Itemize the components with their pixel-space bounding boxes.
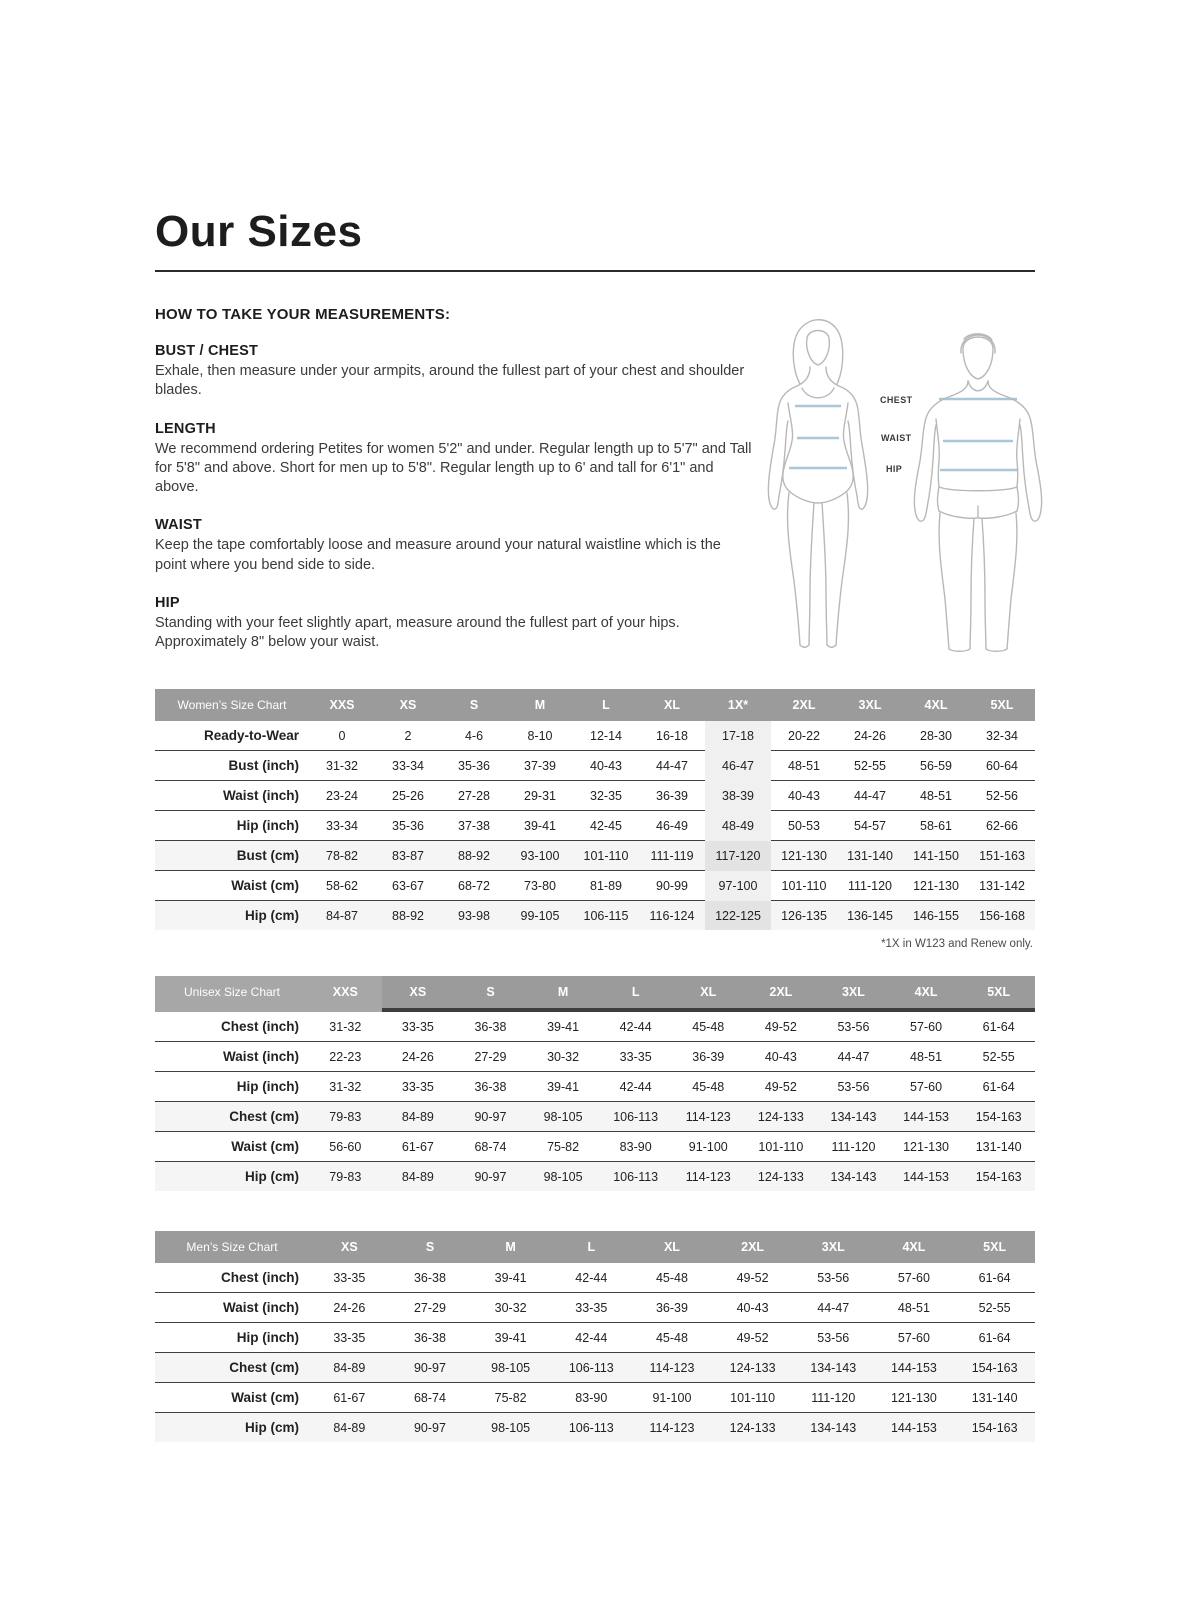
size-value: 39-41 (507, 811, 573, 841)
size-value: 44-47 (639, 751, 705, 781)
row-label: Hip (cm) (245, 1420, 299, 1435)
size-value: 84-89 (333, 1420, 366, 1435)
size-value: 98-105 (491, 1420, 531, 1435)
row-label: Waist (inch) (155, 781, 309, 811)
size-value: 106-113 (568, 1420, 614, 1435)
size-value: 61-64 (954, 1263, 1035, 1293)
row-label: Chest (inch) (155, 1263, 309, 1293)
size-value: 58-61 (903, 811, 969, 841)
size-value: 20-22 (771, 721, 837, 751)
size-value: 23-24 (309, 781, 375, 811)
size-column-header: M (527, 976, 600, 1012)
row-label: Chest (cm) (155, 1353, 309, 1383)
size-value: 33-35 (382, 1072, 455, 1102)
size-column-header: XL (632, 1231, 713, 1263)
size-value: 36-38 (390, 1323, 471, 1353)
size-value: 28-30 (903, 721, 969, 751)
size-value: 42-44 (551, 1323, 632, 1353)
size-value: 144-153 (890, 1420, 937, 1435)
size-value: 29-31 (507, 781, 573, 811)
size-value: 144-153 (903, 1169, 949, 1184)
row-label: Waist (inch) (155, 1293, 309, 1323)
size-column-header: 5XL (954, 1231, 1035, 1263)
size-value: 121-130 (874, 1383, 955, 1413)
chest-label: CHEST (880, 395, 913, 405)
size-value: 124-133 (757, 1169, 804, 1184)
size-value: 154-163 (962, 1102, 1035, 1132)
size-value: 124-133 (712, 1353, 793, 1383)
table-row (155, 1353, 1035, 1383)
size-value: 22-23 (309, 1042, 382, 1072)
size-value: 146-155 (913, 908, 959, 923)
woman-figure-icon (768, 320, 867, 648)
size-value: 114-123 (632, 1353, 713, 1383)
size-value: 68-74 (390, 1383, 471, 1413)
size-column-header: 2XL (712, 1231, 793, 1263)
waist-label: WAIST (881, 433, 912, 443)
page-content (155, 0, 1035, 1442)
size-column-header: XL (672, 976, 745, 1012)
size-value: 8-10 (507, 721, 573, 751)
size-column-header: 5XL (969, 689, 1035, 721)
size-value: 31-32 (309, 1012, 382, 1042)
size-value: 144-153 (874, 1353, 955, 1383)
size-value: 101-110 (745, 1132, 818, 1162)
table-row (155, 1293, 1035, 1323)
table-row (155, 1383, 1035, 1413)
size-value: 52-56 (969, 781, 1035, 811)
size-value: 90-99 (639, 871, 705, 901)
table-row (155, 1323, 1035, 1353)
size-column-header: 4XL (903, 689, 969, 721)
size-value: 151-163 (969, 841, 1035, 871)
size-value: 27-29 (390, 1293, 471, 1323)
size-value: 84-87 (326, 908, 358, 923)
size-value: 53-56 (817, 1072, 890, 1102)
size-value: 111-119 (639, 841, 705, 871)
size-value: 36-38 (390, 1263, 471, 1293)
size-value: 111-120 (817, 1132, 890, 1162)
row-label: Waist (inch) (155, 1042, 309, 1072)
size-column-header: XS (375, 689, 441, 721)
size-value: 52-55 (954, 1293, 1035, 1323)
size-value: 48-51 (890, 1042, 963, 1072)
size-value: 33-35 (551, 1293, 632, 1323)
row-label: Chest (inch) (155, 1012, 309, 1042)
size-value: 53-56 (793, 1263, 874, 1293)
measurement-heading: WAIST (155, 517, 202, 534)
size-value: 93-100 (507, 841, 573, 871)
size-value: 57-60 (890, 1012, 963, 1042)
table-title: Unisex Size Chart (155, 976, 309, 1012)
size-value: 131-140 (962, 1132, 1035, 1162)
size-value: 134-143 (793, 1353, 874, 1383)
size-value: 114-123 (649, 1420, 695, 1435)
measurement-sections (155, 343, 755, 653)
size-value: 40-43 (745, 1042, 818, 1072)
size-value: 68-74 (454, 1132, 527, 1162)
table-title: Women’s Size Chart (155, 689, 309, 721)
row-label: Bust (inch) (155, 751, 309, 781)
size-value: 4-6 (441, 721, 507, 751)
size-column-header: 1X* (705, 689, 771, 721)
body-measurement-figures (740, 291, 1050, 653)
size-column-header: 3XL (837, 689, 903, 721)
size-column-header: 3XL (817, 976, 890, 1012)
size-value: 24-26 (382, 1042, 455, 1072)
size-value: 126-135 (781, 908, 827, 923)
table-row (155, 841, 1035, 871)
table-row (155, 1072, 1035, 1102)
size-value: 45-48 (672, 1072, 745, 1102)
size-value: 84-89 (382, 1102, 455, 1132)
size-column-header: 4XL (874, 1231, 955, 1263)
measurement-text: Exhale, then measure under your armpits, around the fullest part of your chest and shoulder blades. (155, 363, 745, 399)
size-value: 61-67 (382, 1132, 455, 1162)
measurement-text: Standing with your feet slightly apart, measure around the fullest part of your hips. Approximately 8" below your waist. (155, 614, 680, 651)
size-value: 111-120 (793, 1383, 874, 1413)
size-value: 134-143 (817, 1102, 890, 1132)
size-value: 101-110 (712, 1383, 793, 1413)
size-value: 91-100 (632, 1383, 713, 1413)
size-value: 49-52 (745, 1012, 818, 1042)
size-value: 30-32 (470, 1293, 551, 1323)
size-value: 49-52 (712, 1263, 793, 1293)
size-value: 90-97 (474, 1169, 507, 1184)
size-value: 33-34 (309, 811, 375, 841)
size-column-header: XS (309, 1231, 390, 1263)
size-value: 58-62 (309, 871, 375, 901)
table-row (155, 811, 1035, 841)
womens-size-footnote: *1X in W123 and Renew only. (881, 938, 1033, 950)
row-label: Hip (cm) (245, 908, 299, 923)
size-value: 61-64 (962, 1072, 1035, 1102)
hip-label: HIP (886, 464, 903, 474)
size-value: 32-35 (573, 781, 639, 811)
size-value: 36-38 (454, 1012, 527, 1042)
size-value: 52-55 (962, 1042, 1035, 1072)
size-value: 124-133 (729, 1420, 776, 1435)
size-value: 36-38 (454, 1072, 527, 1102)
row-label: Waist (cm) (155, 1132, 309, 1162)
size-column-header: 4XL (890, 976, 963, 1012)
measurement-heading: LENGTH (155, 420, 216, 437)
unisex-size-table (155, 976, 1035, 1191)
size-column-header: L (599, 976, 672, 1012)
size-value: 60-64 (969, 751, 1035, 781)
size-value: 57-60 (874, 1323, 955, 1353)
size-value: 124-133 (745, 1102, 818, 1132)
size-value: 40-43 (712, 1293, 793, 1323)
size-value: 44-47 (793, 1293, 874, 1323)
size-value: 117-120 (705, 841, 771, 871)
size-value: 131-142 (969, 871, 1035, 901)
size-value: 31-32 (309, 1072, 382, 1102)
size-value: 83-87 (375, 841, 441, 871)
size-value: 136-145 (847, 908, 893, 923)
size-column-header: 3XL (793, 1231, 874, 1263)
measurement-section (155, 517, 755, 575)
size-value: 111-120 (837, 871, 903, 901)
size-value: 45-48 (672, 1012, 745, 1042)
size-value: 101-110 (573, 841, 639, 871)
size-value: 35-36 (441, 751, 507, 781)
size-value: 46-49 (639, 811, 705, 841)
size-value: 33-35 (382, 1012, 455, 1042)
size-value: 40-43 (573, 751, 639, 781)
size-value: 49-52 (712, 1323, 793, 1353)
size-value: 93-98 (458, 908, 490, 923)
size-value: 61-67 (309, 1383, 390, 1413)
title-divider (155, 270, 1035, 272)
size-value: 131-140 (954, 1383, 1035, 1413)
measurement-text: Keep the tape comfortably loose and measure around your natural waistline which is the point where you bend side to side. (155, 537, 721, 573)
size-value: 45-48 (632, 1323, 713, 1353)
row-label: Bust (cm) (155, 841, 309, 871)
size-value: 78-82 (309, 841, 375, 871)
size-value: 36-39 (632, 1293, 713, 1323)
size-value: 31-32 (309, 751, 375, 781)
row-label: Hip (cm) (245, 1169, 299, 1184)
size-value: 40-43 (771, 781, 837, 811)
size-value: 97-100 (705, 871, 771, 901)
measurement-instructions (155, 343, 1035, 675)
size-value: 79-83 (329, 1169, 362, 1184)
size-column-header: 2XL (745, 976, 818, 1012)
table-row (155, 1132, 1035, 1162)
size-value: 121-130 (903, 871, 969, 901)
size-value: 81-89 (573, 871, 639, 901)
size-value: 106-113 (551, 1353, 632, 1383)
table-row (155, 901, 1035, 930)
size-value: 61-64 (954, 1323, 1035, 1353)
size-value: 98-105 (527, 1102, 600, 1132)
size-value: 90-97 (454, 1102, 527, 1132)
size-value: 42-44 (599, 1072, 672, 1102)
size-value: 98-105 (543, 1169, 583, 1184)
table-row (155, 1012, 1035, 1042)
size-value: 42-44 (551, 1263, 632, 1293)
size-value: 44-47 (817, 1042, 890, 1072)
size-value: 0 (309, 721, 375, 751)
size-value: 36-39 (672, 1042, 745, 1072)
row-label: Ready-to-Wear (155, 721, 309, 751)
size-value: 39-41 (527, 1012, 600, 1042)
size-value: 33-35 (309, 1323, 390, 1353)
size-value: 17-18 (705, 721, 771, 751)
size-value: 24-26 (837, 721, 903, 751)
size-value: 45-48 (632, 1263, 713, 1293)
size-value: 16-18 (639, 721, 705, 751)
size-value: 75-82 (470, 1383, 551, 1413)
size-value: 114-123 (685, 1169, 731, 1184)
table-row (155, 781, 1035, 811)
size-value: 154-163 (975, 1169, 1022, 1184)
size-value: 101-110 (771, 871, 837, 901)
size-value: 53-56 (817, 1012, 890, 1042)
figures-illustration (740, 291, 1050, 653)
size-column-header: 5XL (962, 976, 1035, 1012)
size-value: 25-26 (375, 781, 441, 811)
size-value: 56-60 (309, 1132, 382, 1162)
size-value: 134-143 (810, 1420, 857, 1435)
size-value: 36-39 (639, 781, 705, 811)
size-value: 63-67 (375, 871, 441, 901)
size-value: 57-60 (874, 1263, 955, 1293)
size-value: 121-130 (771, 841, 837, 871)
size-value: 75-82 (527, 1132, 600, 1162)
size-value: 156-168 (979, 908, 1025, 923)
size-value: 37-38 (441, 811, 507, 841)
size-value: 116-124 (649, 908, 695, 923)
mens-size-chart-block (155, 1231, 1035, 1442)
size-column-header: S (454, 976, 527, 1012)
size-value: 121-130 (890, 1132, 963, 1162)
size-value: 53-56 (793, 1323, 874, 1353)
size-column-header: M (470, 1231, 551, 1263)
size-value: 106-113 (599, 1102, 672, 1132)
size-value: 88-92 (441, 841, 507, 871)
size-value: 12-14 (573, 721, 639, 751)
size-value: 35-36 (375, 811, 441, 841)
how-to-heading: HOW TO TAKE YOUR MEASUREMENTS: (155, 306, 451, 323)
size-value: 44-47 (837, 781, 903, 811)
size-value: 90-97 (390, 1353, 471, 1383)
size-value: 61-64 (962, 1012, 1035, 1042)
size-value: 99-105 (520, 908, 560, 923)
size-value: 84-89 (309, 1353, 390, 1383)
size-value: 42-44 (599, 1012, 672, 1042)
page-title: Our Sizes (155, 207, 363, 256)
size-column-header: XS (382, 976, 455, 1012)
row-label: Hip (inch) (155, 1072, 309, 1102)
measurement-heading: BUST / CHEST (155, 343, 259, 359)
size-value: 38-39 (705, 781, 771, 811)
size-value: 50-53 (771, 811, 837, 841)
row-label: Hip (inch) (155, 811, 309, 841)
size-value: 114-123 (672, 1102, 745, 1132)
size-value: 33-35 (599, 1042, 672, 1072)
size-value: 39-41 (527, 1072, 600, 1102)
womens-size-table (155, 689, 1035, 930)
size-value: 48-49 (705, 811, 771, 841)
row-label: Waist (cm) (155, 871, 309, 901)
size-value: 42-45 (573, 811, 639, 841)
size-value: 56-59 (903, 751, 969, 781)
size-column-header: S (441, 689, 507, 721)
measurement-section (155, 421, 755, 498)
table-row (155, 1263, 1035, 1293)
size-value: 83-90 (551, 1383, 632, 1413)
size-value: 54-57 (837, 811, 903, 841)
size-value: 144-153 (890, 1102, 963, 1132)
row-label: Hip (inch) (155, 1323, 309, 1353)
womens-size-chart-block (155, 689, 1035, 950)
size-value: 79-83 (309, 1102, 382, 1132)
row-label: Chest (cm) (155, 1102, 309, 1132)
size-value: 83-90 (599, 1132, 672, 1162)
size-value: 154-163 (971, 1420, 1018, 1435)
row-label: Waist (cm) (155, 1383, 309, 1413)
measurement-section (155, 343, 755, 401)
size-value: 57-60 (890, 1072, 963, 1102)
measurement-text: We recommend ordering Petites for women 5'2" and under. Regular length up to 5'7" and Tall for 5'8" and above. Short for men up to 5'8". Regular length up to 6' and tall for 6'1" and above. (155, 440, 752, 496)
size-value: 33-34 (375, 751, 441, 781)
size-value: 106-115 (583, 908, 629, 923)
measurement-heading: HIP (155, 594, 180, 611)
size-value: 39-41 (470, 1323, 551, 1353)
size-value: 33-35 (309, 1263, 390, 1293)
size-value: 37-39 (507, 751, 573, 781)
size-value: 134-143 (830, 1169, 877, 1184)
size-column-header: L (551, 1231, 632, 1263)
size-value: 48-51 (874, 1293, 955, 1323)
table-row (155, 1162, 1035, 1191)
size-column-header: XXS (309, 689, 375, 721)
size-value: 131-140 (837, 841, 903, 871)
size-column-header: M (507, 689, 573, 721)
measurement-section (155, 595, 755, 653)
unisex-size-chart-block (155, 976, 1035, 1191)
table-row (155, 721, 1035, 751)
man-figure-icon (914, 334, 1041, 651)
size-value: 106-113 (613, 1169, 659, 1184)
size-value: 68-72 (441, 871, 507, 901)
size-value: 32-34 (969, 721, 1035, 751)
size-value: 90-97 (413, 1420, 446, 1435)
size-value: 88-92 (392, 908, 424, 923)
table-row (155, 751, 1035, 781)
size-column-header: XL (639, 689, 705, 721)
size-value: 27-28 (441, 781, 507, 811)
size-column-header: 2XL (771, 689, 837, 721)
size-value: 48-51 (903, 781, 969, 811)
size-value: 30-32 (527, 1042, 600, 1072)
size-value: 24-26 (309, 1293, 390, 1323)
size-value: 91-100 (672, 1132, 745, 1162)
size-value: 84-89 (401, 1169, 434, 1184)
size-value: 2 (375, 721, 441, 751)
size-value: 62-66 (969, 811, 1035, 841)
size-value: 154-163 (954, 1353, 1035, 1383)
table-title: Men’s Size Chart (155, 1231, 309, 1263)
table-row (155, 1413, 1035, 1442)
size-value: 141-150 (903, 841, 969, 871)
size-value: 39-41 (470, 1263, 551, 1293)
table-row (155, 1042, 1035, 1072)
table-row (155, 871, 1035, 901)
size-value: 122-125 (705, 901, 771, 930)
size-value: 98-105 (470, 1353, 551, 1383)
size-value: 27-29 (454, 1042, 527, 1072)
size-value: 48-51 (771, 751, 837, 781)
size-column-header: XXS (309, 976, 382, 1012)
size-value: 52-55 (837, 751, 903, 781)
size-value: 46-47 (705, 751, 771, 781)
size-column-header: S (390, 1231, 471, 1263)
mens-size-table (155, 1231, 1035, 1442)
size-value: 49-52 (745, 1072, 818, 1102)
size-column-header: L (573, 689, 639, 721)
size-value: 73-80 (507, 871, 573, 901)
table-row (155, 1102, 1035, 1132)
